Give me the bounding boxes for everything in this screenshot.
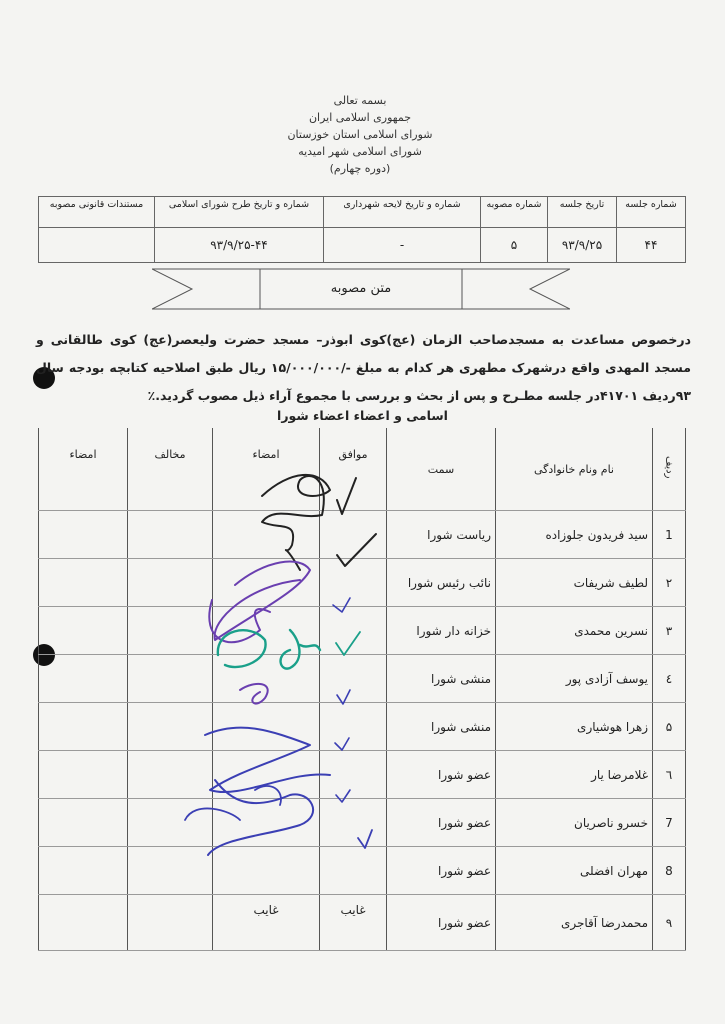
member-role: منشی شورا <box>387 655 496 703</box>
signature-icon <box>218 630 320 669</box>
check-mark-icon <box>335 738 349 750</box>
row-number: 1 <box>653 511 686 559</box>
member-name: محمدرضا آقاجری <box>496 895 653 951</box>
member-name: خسرو ناصریان <box>496 799 653 847</box>
col-agree-header: موافق <box>320 428 387 511</box>
member-role: عضو شورا <box>387 751 496 799</box>
row-number: ۳ <box>653 607 686 655</box>
bismillah: بسمه تعالی <box>333 94 387 107</box>
meta-label: شماره و تاریخ طرح شورای اسلامی <box>155 197 324 228</box>
member-name: لطیف شریفات <box>496 559 653 607</box>
member-role: عضو شورا <box>387 847 496 895</box>
row-number: ۹ <box>653 895 686 951</box>
check-mark-icon <box>358 830 372 848</box>
city-council: شورای اسلامی شهر امیدیه <box>298 145 422 158</box>
signature-icon <box>208 780 313 855</box>
member-role: منشی شورا <box>387 703 496 751</box>
col-role-header: سمت <box>387 428 496 511</box>
session-date: ۹۳/۹/۲۵ <box>548 228 617 263</box>
signature-cell: غایب <box>213 895 320 951</box>
member-name: یوسف آزادی پور <box>496 655 653 703</box>
check-mark-icon <box>333 598 350 612</box>
row-number: 8 <box>653 847 686 895</box>
col-name-header: نام ونام خانوادگی <box>496 428 653 511</box>
member-name: سید فریدون جلوزاده <box>496 511 653 559</box>
col-row-header: ردیف <box>663 456 675 479</box>
meta-label: شماره و تاریخ لایحه شهرداری <box>324 197 481 228</box>
row-number: ۲ <box>653 559 686 607</box>
signature-icon <box>205 728 330 792</box>
member-name: نسرین محمدی <box>496 607 653 655</box>
provincial-council: شورای اسلامی استان خوزستان <box>287 128 433 141</box>
signature-icon <box>240 684 268 704</box>
meta-label: مستندات قانونی مصوبه <box>39 197 155 228</box>
session-number: ۴۴ <box>617 228 686 263</box>
resolution-number: ۵ <box>481 228 548 263</box>
council-plan: ۹۳/۹/۲۵-۴۴ <box>155 228 324 263</box>
member-name: غلامرضا یار <box>496 751 653 799</box>
row-number: ۵ <box>653 703 686 751</box>
member-name: مهران افضلی <box>496 847 653 895</box>
member-role: عضو شورا <box>387 799 496 847</box>
members-title: اسامی و اعضاء اعضاء شورا <box>277 408 448 423</box>
row-number: 7 <box>653 799 686 847</box>
resolution-text: درخصوص مساعدت به مسجدصاحب الزمان (عج)کوی ابوذر– مسجد حضرت ولیعصر(عج) کوی طالقانی و مسجد المهدی واقع درشهرک مطهری هر کدام به مبلغ -/۱۵/۰۰۰/۰۰۰ ریال طبق اصلاحیه کتابچه بودجه سال ۹۳ردیف ۴۱۷۰۱در جلسه مطـرح و پس از بحث و بررسی با مجموع آراء ذیل مصوب گردید.٪ <box>36 332 691 403</box>
col-oppose-header: مخالف <box>128 428 213 511</box>
member-name: زهرا هوشیاری <box>496 703 653 751</box>
meta-label: شماره مصوبه <box>481 197 548 228</box>
member-role: ریاست شورا <box>387 511 496 559</box>
signature-icon <box>215 562 310 640</box>
row-number: ٤ <box>653 655 686 703</box>
council-term: (دوره چهارم) <box>329 162 391 175</box>
municipality-bill: - <box>324 228 481 263</box>
banner-title: متن مصوبه <box>330 281 392 296</box>
member-role: عضو شورا <box>387 895 496 951</box>
meta-label: شماره جلسه <box>617 197 686 228</box>
check-mark-icon <box>336 632 360 655</box>
signature-icon <box>262 475 330 570</box>
check-mark-icon <box>337 534 376 566</box>
check-mark-icon <box>337 478 356 514</box>
agree-cell: غایب <box>320 895 387 951</box>
check-mark-icon <box>336 790 350 802</box>
member-role: نائب رئیس شورا <box>387 559 496 607</box>
col-sign-header: امضاء <box>213 428 320 511</box>
check-mark-icon <box>337 690 350 704</box>
col-sign2-header: امضاء <box>39 428 128 511</box>
row-number: ٦ <box>653 751 686 799</box>
member-role: خزانه دار شورا <box>387 607 496 655</box>
country-name: جمهوری اسلامی ایران <box>308 111 412 124</box>
meta-label: تاریخ جلسه <box>548 197 617 228</box>
